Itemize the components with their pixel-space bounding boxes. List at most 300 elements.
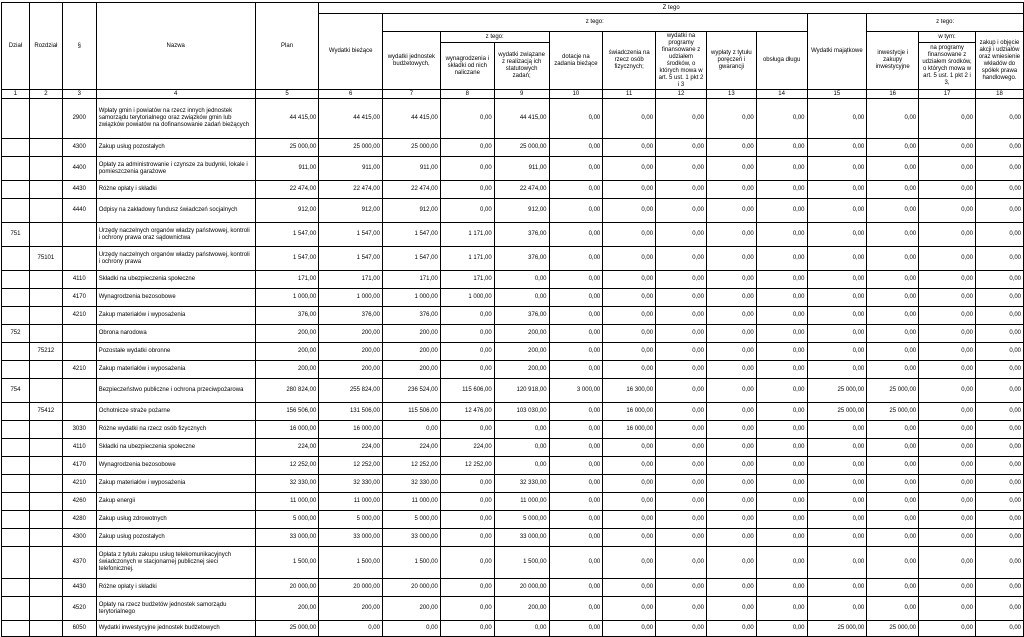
cell-value: 0,00 [867,579,919,597]
cell-value: 0,00 [756,325,807,343]
column-number: 8 [440,90,494,99]
cell-value: 0,00 [494,271,549,289]
table-row [2,493,1024,511]
table-row [2,403,1024,421]
cell-dzial [2,597,30,621]
cell-value: 5 000,00 [255,511,319,529]
cell-value: 200,00 [382,325,440,343]
cell-nazwa: Urzędy naczelnych organów władzy państwowej, kontroli i ochrony prawa oraz sądownictwa [96,223,255,247]
cell-value: 0,00 [603,621,656,637]
cell-value: 0,00 [440,621,494,637]
cell-dzial [2,199,30,223]
cell-value: 0,00 [756,403,807,421]
column-number: 7 [382,90,440,99]
cell-value: 0,00 [549,457,603,475]
cell-value: 0,00 [440,421,494,439]
cell-paragraf: 4430 [62,181,96,199]
cell-nazwa: Różne opłaty i składki [96,579,255,597]
cell-value: 0,00 [975,439,1023,457]
cell-paragraf: 4210 [62,361,96,379]
cell-value: 0,00 [603,223,656,247]
cell-value: 156 506,00 [255,403,319,421]
cell-paragraf: 4430 [62,579,96,597]
cell-value: 0,00 [549,199,603,223]
cell-value: 0,00 [706,157,756,181]
cell-rozdzial [29,547,62,579]
table-row [2,307,1024,325]
cell-value: 22 474,00 [319,181,383,199]
cell-dzial [2,99,30,139]
cell-nazwa: Odpisy na zakładowy fundusz świadczeń socjalnych [96,199,255,223]
table-row [2,361,1024,379]
header-wydatki-zwiazane: wydatki związane z realizacją ich statutowych zadań; [494,43,549,90]
cell-value: 376,00 [319,307,383,325]
cell-value: 0,00 [756,99,807,139]
cell-value: 0,00 [919,475,976,493]
cell-dzial [2,579,30,597]
cell-value: 0,00 [382,421,440,439]
cell-value: 376,00 [255,307,319,325]
cell-value: 200,00 [255,361,319,379]
cell-value: 0,00 [975,361,1023,379]
cell-value: 0,00 [919,421,976,439]
cell-value: 0,00 [549,475,603,493]
cell-value: 0,00 [975,379,1023,403]
cell-value: 0,00 [919,621,976,637]
cell-value: 0,00 [706,597,756,621]
cell-paragraf: 4170 [62,457,96,475]
cell-value: 0,00 [603,579,656,597]
cell-value: 0,00 [706,379,756,403]
cell-rozdzial [29,457,62,475]
cell-rozdzial [29,99,62,139]
table-row [2,579,1024,597]
cell-value: 0,00 [440,157,494,181]
cell-value: 0,00 [975,343,1023,361]
cell-value: 0,00 [807,223,867,247]
cell-value: 16 000,00 [603,403,656,421]
header-inwestycje: inwestycje i zakupy inwestycyjne [867,32,919,90]
cell-rozdzial [29,139,62,157]
cell-value: 171,00 [382,271,440,289]
cell-value: 0,00 [867,271,919,289]
cell-value: 0,00 [807,457,867,475]
cell-value: 0,00 [756,493,807,511]
cell-value: 0,00 [919,199,976,223]
cell-value: 32 330,00 [319,475,383,493]
cell-paragraf: 4300 [62,529,96,547]
table-row [2,379,1024,403]
cell-rozdzial [29,307,62,325]
cell-value: 0,00 [807,199,867,223]
cell-value: 0,00 [807,529,867,547]
cell-value: 0,00 [706,99,756,139]
cell-value: 12 252,00 [440,457,494,475]
cell-value: 0,00 [656,597,707,621]
cell-value: 0,00 [807,139,867,157]
cell-paragraf: 4370 [62,547,96,579]
cell-value: 0,00 [603,325,656,343]
cell-value: 0,00 [706,421,756,439]
cell-rozdzial [29,621,62,637]
header-obsluga: obsługa długu [756,32,807,90]
header-wydatki-jednostek: wydatki jednostek budżetowych, [382,32,440,90]
cell-value: 44 415,00 [255,99,319,139]
cell-value: 0,00 [975,157,1023,181]
cell-value: 0,00 [807,597,867,621]
cell-nazwa: Składki na ubezpieczenia społeczne [96,271,255,289]
cell-value: 120 918,00 [494,379,549,403]
cell-value: 0,00 [919,181,976,199]
cell-value: 1 500,00 [319,547,383,579]
column-number: 12 [656,90,707,99]
cell-value: 0,00 [867,439,919,457]
cell-value: 200,00 [494,343,549,361]
cell-value: 0,00 [603,511,656,529]
cell-value: 911,00 [319,157,383,181]
cell-value: 0,00 [549,157,603,181]
cell-value: 25 000,00 [807,403,867,421]
cell-value: 0,00 [440,597,494,621]
cell-value: 0,00 [549,579,603,597]
cell-value: 33 000,00 [319,529,383,547]
cell-value: 12 252,00 [319,457,383,475]
cell-rozdzial [29,379,62,403]
cell-value: 0,00 [549,247,603,271]
cell-value: 115 606,00 [440,379,494,403]
table-row [2,181,1024,199]
cell-nazwa: Ochotnicze straże pożarne [96,403,255,421]
cell-paragraf [62,325,96,343]
cell-value: 200,00 [319,343,383,361]
cell-value: 0,00 [919,439,976,457]
cell-value: 0,00 [549,181,603,199]
cell-value: 20 000,00 [319,579,383,597]
cell-value: 20 000,00 [494,579,549,597]
cell-value: 0,00 [756,439,807,457]
cell-dzial [2,403,30,421]
header-na-programy: na programy finansowane z udziałem środków, o których mowa w art. 5 ust. 1 pkt 2 i 3, [919,43,976,90]
cell-value: 0,00 [656,99,707,139]
cell-value: 0,00 [603,475,656,493]
cell-value: 0,00 [867,475,919,493]
cell-value: 0,00 [756,529,807,547]
cell-value: 25 000,00 [255,621,319,637]
cell-value: 0,00 [706,475,756,493]
cell-rozdzial [29,157,62,181]
cell-value: 0,00 [807,247,867,271]
cell-value: 1 500,00 [255,547,319,579]
cell-value: 0,00 [440,307,494,325]
cell-value: 0,00 [603,271,656,289]
cell-value: 0,00 [656,421,707,439]
cell-value: 5 000,00 [319,511,383,529]
cell-value: 1 547,00 [319,223,383,247]
cell-value: 0,00 [656,307,707,325]
cell-value: 25 000,00 [807,379,867,403]
cell-rozdzial [29,223,62,247]
header-dzial: Dział [2,3,30,90]
table-row [2,343,1024,361]
cell-value: 33 000,00 [382,529,440,547]
cell-value: 0,00 [756,223,807,247]
cell-paragraf: 4300 [62,139,96,157]
cell-value: 1 500,00 [382,547,440,579]
cell-value: 224,00 [440,439,494,457]
cell-nazwa: Różne opłaty i składki [96,181,255,199]
cell-value: 0,00 [656,579,707,597]
cell-value: 1 000,00 [440,289,494,307]
cell-value: 0,00 [919,511,976,529]
cell-rozdzial [29,289,62,307]
cell-value: 171,00 [255,271,319,289]
cell-value: 0,00 [656,379,707,403]
cell-value: 0,00 [975,421,1023,439]
cell-value: 0,00 [807,475,867,493]
cell-dzial [2,307,30,325]
cell-value: 0,00 [919,157,976,181]
cell-value: 1 547,00 [255,247,319,271]
cell-value: 0,00 [706,529,756,547]
cell-value: 280 824,00 [255,379,319,403]
cell-nazwa: Wynagrodzenia bezosobowe [96,289,255,307]
cell-rozdzial [29,493,62,511]
cell-value: 0,00 [656,361,707,379]
cell-rozdzial [29,597,62,621]
cell-nazwa: Składki na ubezpieczenia społeczne [96,439,255,457]
cell-value: 0,00 [807,157,867,181]
cell-rozdzial [29,181,62,199]
cell-value: 0,00 [867,421,919,439]
cell-value: 376,00 [494,307,549,325]
table-row [2,247,1024,271]
cell-value: 0,00 [706,181,756,199]
cell-value: 0,00 [440,99,494,139]
cell-value: 16 300,00 [603,379,656,403]
table-row [2,597,1024,621]
cell-value: 25 000,00 [494,139,549,157]
column-number: 2 [29,90,62,99]
column-number: 18 [975,90,1023,99]
cell-value: 0,00 [756,361,807,379]
cell-value: 0,00 [656,403,707,421]
cell-value: 0,00 [807,99,867,139]
cell-value: 0,00 [656,271,707,289]
header-z-tego-jednostek: z tego: [440,32,549,43]
cell-value: 0,00 [549,547,603,579]
cell-dzial [2,247,30,271]
cell-nazwa: Zakup materiałów i wyposażenia [96,307,255,325]
cell-value: 0,00 [919,597,976,621]
column-number: 5 [255,90,319,99]
table-row [2,475,1024,493]
cell-value: 44 415,00 [319,99,383,139]
cell-value: 0,00 [706,199,756,223]
cell-paragraf: 4170 [62,289,96,307]
cell-dzial [2,475,30,493]
cell-value: 0,00 [656,223,707,247]
cell-paragraf [62,403,96,421]
cell-nazwa: Zakup materiałów i wyposażenia [96,475,255,493]
cell-value: 0,00 [656,343,707,361]
cell-value: 0,00 [603,597,656,621]
cell-rozdzial: 75101 [29,247,62,271]
cell-nazwa: Wynagrodzenia bezosobowe [96,457,255,475]
cell-value: 1 547,00 [319,247,383,271]
table-row [2,289,1024,307]
cell-dzial: 751 [2,223,30,247]
cell-value: 0,00 [706,361,756,379]
cell-value: 0,00 [603,547,656,579]
cell-value: 0,00 [656,529,707,547]
cell-value: 0,00 [656,139,707,157]
cell-nazwa: Obrona narodowa [96,325,255,343]
cell-value: 0,00 [656,199,707,223]
cell-value: 200,00 [255,597,319,621]
cell-value: 0,00 [549,439,603,457]
cell-value: 1 000,00 [255,289,319,307]
cell-value: 912,00 [319,199,383,223]
cell-rozdzial [29,529,62,547]
cell-dzial [2,361,30,379]
cell-nazwa: Zakup energii [96,493,255,511]
cell-nazwa: Zakup usług pozostałych [96,529,255,547]
cell-value: 0,00 [603,247,656,271]
cell-value: 0,00 [975,223,1023,247]
cell-rozdzial: 75412 [29,403,62,421]
table-row [2,439,1024,457]
cell-value: 0,00 [807,493,867,511]
cell-value: 0,00 [807,271,867,289]
cell-dzial [2,621,30,637]
column-number: 10 [549,90,603,99]
cell-rozdzial: 75212 [29,343,62,361]
table-row [2,621,1024,637]
cell-value: 0,00 [756,289,807,307]
cell-value: 1 000,00 [382,289,440,307]
cell-value: 0,00 [549,597,603,621]
cell-rozdzial [29,199,62,223]
cell-nazwa: Bezpieczeństwo publiczne i ochrona przeciwpożarowa [96,379,255,403]
header-zakup-akcji: zakup i objęcie akcji i udziałów oraz wniesienie wkładów do spółek prawa handlowego. [975,32,1023,90]
cell-paragraf: 4110 [62,439,96,457]
cell-paragraf [62,223,96,247]
cell-value: 0,00 [756,547,807,579]
header-nazwa: Nazwa [96,3,255,90]
cell-value: 0,00 [867,529,919,547]
cell-value: 0,00 [706,493,756,511]
table-row [2,157,1024,181]
cell-value: 200,00 [319,597,383,621]
cell-value: 131 506,00 [319,403,383,421]
cell-value: 0,00 [706,547,756,579]
cell-paragraf: 4280 [62,511,96,529]
cell-dzial [2,421,30,439]
cell-value: 0,00 [867,157,919,181]
cell-value: 0,00 [867,547,919,579]
header-rozdzial: Rozdział [29,3,62,90]
cell-value: 0,00 [656,621,707,637]
cell-value: 0,00 [494,457,549,475]
column-number: 15 [807,90,867,99]
cell-value: 0,00 [706,403,756,421]
cell-value: 0,00 [706,247,756,271]
cell-value: 0,00 [706,271,756,289]
cell-value: 0,00 [603,493,656,511]
cell-value: 200,00 [319,361,383,379]
cell-value: 0,00 [807,181,867,199]
header-w-tym: w tym: [919,32,976,43]
cell-value: 0,00 [756,379,807,403]
cell-value: 0,00 [440,343,494,361]
header-paragraf: § [62,3,96,90]
cell-paragraf: 6050 [62,621,96,637]
cell-value: 25 000,00 [319,139,383,157]
cell-value: 0,00 [756,307,807,325]
cell-value: 376,00 [494,247,549,271]
cell-value: 0,00 [867,199,919,223]
cell-rozdzial [29,421,62,439]
cell-value: 0,00 [656,457,707,475]
cell-value: 0,00 [549,271,603,289]
cell-paragraf: 4110 [62,271,96,289]
cell-value: 200,00 [382,361,440,379]
table-row [2,547,1024,579]
column-number-row [2,90,1024,99]
cell-value: 911,00 [255,157,319,181]
cell-value: 0,00 [706,139,756,157]
cell-value: 0,00 [549,99,603,139]
cell-dzial [2,457,30,475]
table-row [2,99,1024,139]
cell-value: 0,00 [807,439,867,457]
cell-value: 0,00 [549,529,603,547]
cell-value: 0,00 [919,529,976,547]
cell-nazwa: Zakup usług pozostałych [96,139,255,157]
cell-value: 0,00 [919,99,976,139]
table-row [2,223,1024,247]
cell-value: 0,00 [867,223,919,247]
column-number: 11 [603,90,656,99]
cell-value: 0,00 [807,343,867,361]
cell-value: 0,00 [549,621,603,637]
header-z-tego-majatkowe: z tego: [867,14,1024,32]
cell-paragraf: 4520 [62,597,96,621]
cell-value: 0,00 [440,579,494,597]
cell-value: 0,00 [975,139,1023,157]
cell-value: 0,00 [867,247,919,271]
cell-value: 0,00 [549,289,603,307]
cell-value: 224,00 [255,439,319,457]
cell-value: 911,00 [382,157,440,181]
cell-value: 0,00 [867,325,919,343]
header-wydatki-programy: wydatki na programy finansowane z udziałem środków, o których mowa w art. 5 ust. 1 pkt 2 i 3 [656,32,707,90]
cell-value: 0,00 [867,139,919,157]
cell-paragraf: 4260 [62,493,96,511]
cell-value: 0,00 [706,343,756,361]
cell-value: 16 000,00 [319,421,383,439]
cell-value: 0,00 [975,579,1023,597]
cell-value: 11 000,00 [255,493,319,511]
cell-value: 0,00 [807,325,867,343]
cell-nazwa: Zakup materiałów i wyposażenia [96,361,255,379]
cell-value: 0,00 [756,475,807,493]
cell-value: 0,00 [867,361,919,379]
header-z-tego-biezace: z tego: [382,14,807,32]
cell-value: 0,00 [549,403,603,421]
cell-value: 11 000,00 [494,493,549,511]
cell-value: 0,00 [975,199,1023,223]
